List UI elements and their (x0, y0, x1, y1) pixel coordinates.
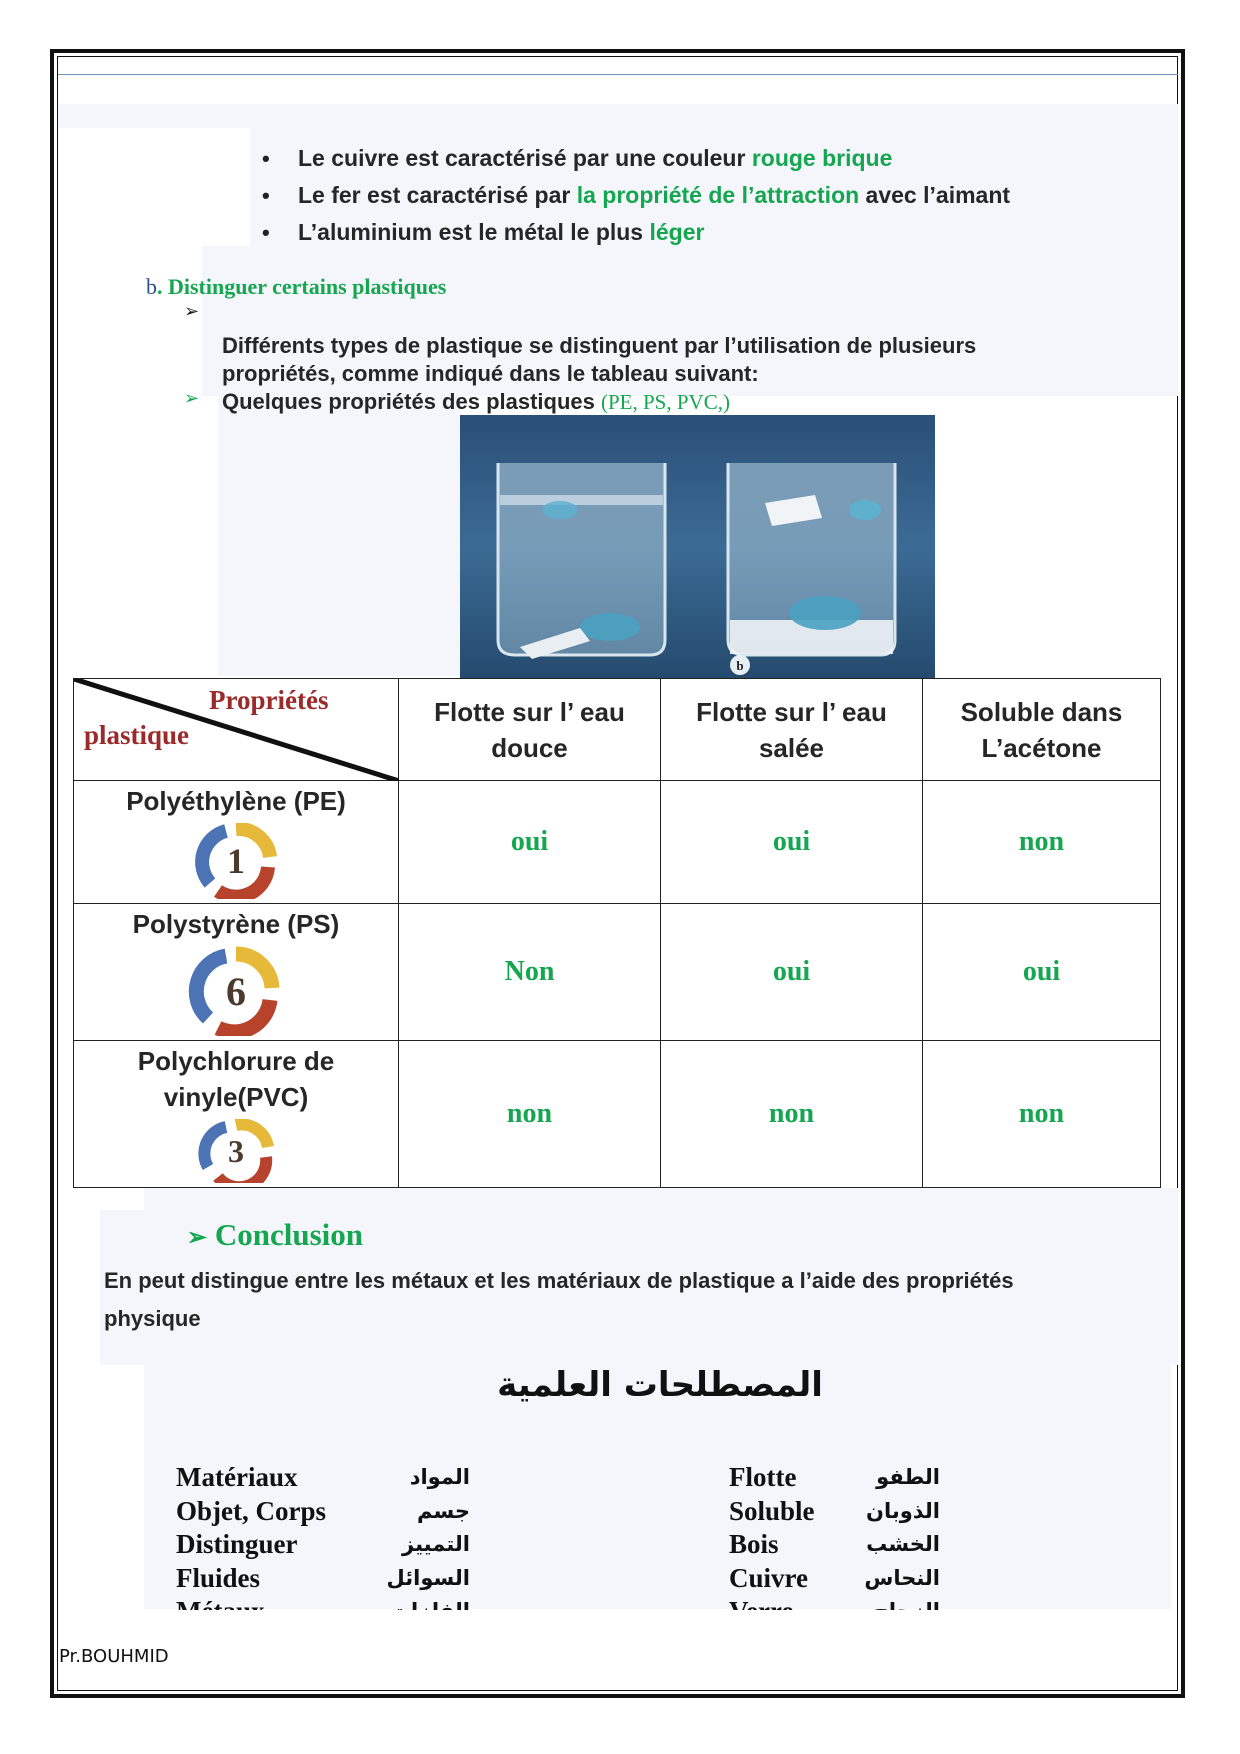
plastics-properties-table (73, 678, 1161, 1188)
glossary-title: المصطلحات العلمية (497, 1365, 823, 1405)
beakers-photo (460, 415, 935, 678)
column-header: Flotte sur l’ eau salée (661, 679, 923, 781)
table-row (74, 904, 1161, 1041)
value-cell: oui (399, 781, 661, 904)
plastic-name-cell: Polystyrène (PS) 6 (74, 904, 399, 1041)
header-rule (58, 74, 1178, 75)
shade-band (58, 104, 1178, 128)
glossary-right-ar: الطفو الذوبان الخشب النحاس (864, 1465, 940, 1590)
value-cell: oui (661, 904, 923, 1041)
svg-text:3: 3 (228, 1133, 244, 1169)
shade-band (218, 396, 460, 676)
column-header: Flotte sur l’ eau douce (399, 679, 661, 781)
section-b-heading: b. Distinguer certains plastiques (146, 274, 447, 299)
footer-author: Pr.BOUHMID (59, 1646, 169, 1667)
corner-label-properties: Propriétés (209, 685, 329, 715)
corner-label-plastic: plastique (84, 720, 190, 750)
conclusion-heading: ➢ Conclusion (187, 1217, 364, 1252)
corner-cell (74, 679, 399, 781)
list-item: • L’aluminium est le métal le plus léger (262, 214, 1010, 251)
arrow-bullet-icon: ➢ (187, 1225, 208, 1251)
arrow-bullet-icon: ➢ (184, 301, 200, 321)
photo-label-b: b (736, 658, 744, 673)
glossary-right-fr: Flotte Soluble Bois Cuivre (729, 1462, 815, 1593)
plastic-name-cell: Polyéthylène (PE) 1 (74, 781, 399, 904)
svg-text:6: 6 (226, 969, 246, 1014)
arrow-bullet-icon: ➢ (184, 388, 200, 408)
table-header-row (74, 679, 1161, 781)
value-cell: non (399, 1041, 661, 1188)
value-cell: non (661, 1041, 923, 1188)
table-row (74, 781, 1161, 904)
value-cell: oui (661, 781, 923, 904)
glossary-left-ar: المواد جسم التمييز السوائل (386, 1465, 470, 1590)
table-row (74, 1041, 1161, 1188)
value-cell: non (923, 781, 1161, 904)
recycle-code-icon (188, 1119, 284, 1183)
value-cell: oui (923, 904, 1161, 1041)
column-header: Soluble dans L’acétone (923, 679, 1161, 781)
plastic-name-cell: Polychlorure de vinyle(PVC) 3 (74, 1041, 399, 1188)
plastics-properties-label: Quelques propriétés des plastiques (PE, PS, PVC,) (222, 389, 730, 414)
value-cell: non (923, 1041, 1161, 1188)
recycle-code-icon (188, 946, 284, 1036)
shade-band (144, 1188, 1178, 1210)
metal-properties-list (262, 140, 1010, 251)
recycle-code-icon (188, 823, 284, 899)
clip-strip (144, 1610, 1171, 1640)
list-item: • Le cuivre est caractérisé par une couleur rouge brique (262, 140, 1010, 177)
conclusion-text: En peut distingue entre les métaux et les matériaux de plastique a l’aide des propriétés physique (104, 1268, 1014, 1331)
plastics-intro: Différents types de plastique se distinguent par l’utilisation de plusieurs propriétés, comme indiqué dans le tableau suivant: (222, 333, 977, 386)
svg-text:1: 1 (227, 841, 245, 881)
glossary-left-fr: Matériaux Objet, Corps Distinguer Fluides (176, 1462, 326, 1593)
value-cell: Non (399, 904, 661, 1041)
list-item: • Le fer est caractérisé par la propriété de l’attraction avec l’aimant (262, 177, 1010, 214)
